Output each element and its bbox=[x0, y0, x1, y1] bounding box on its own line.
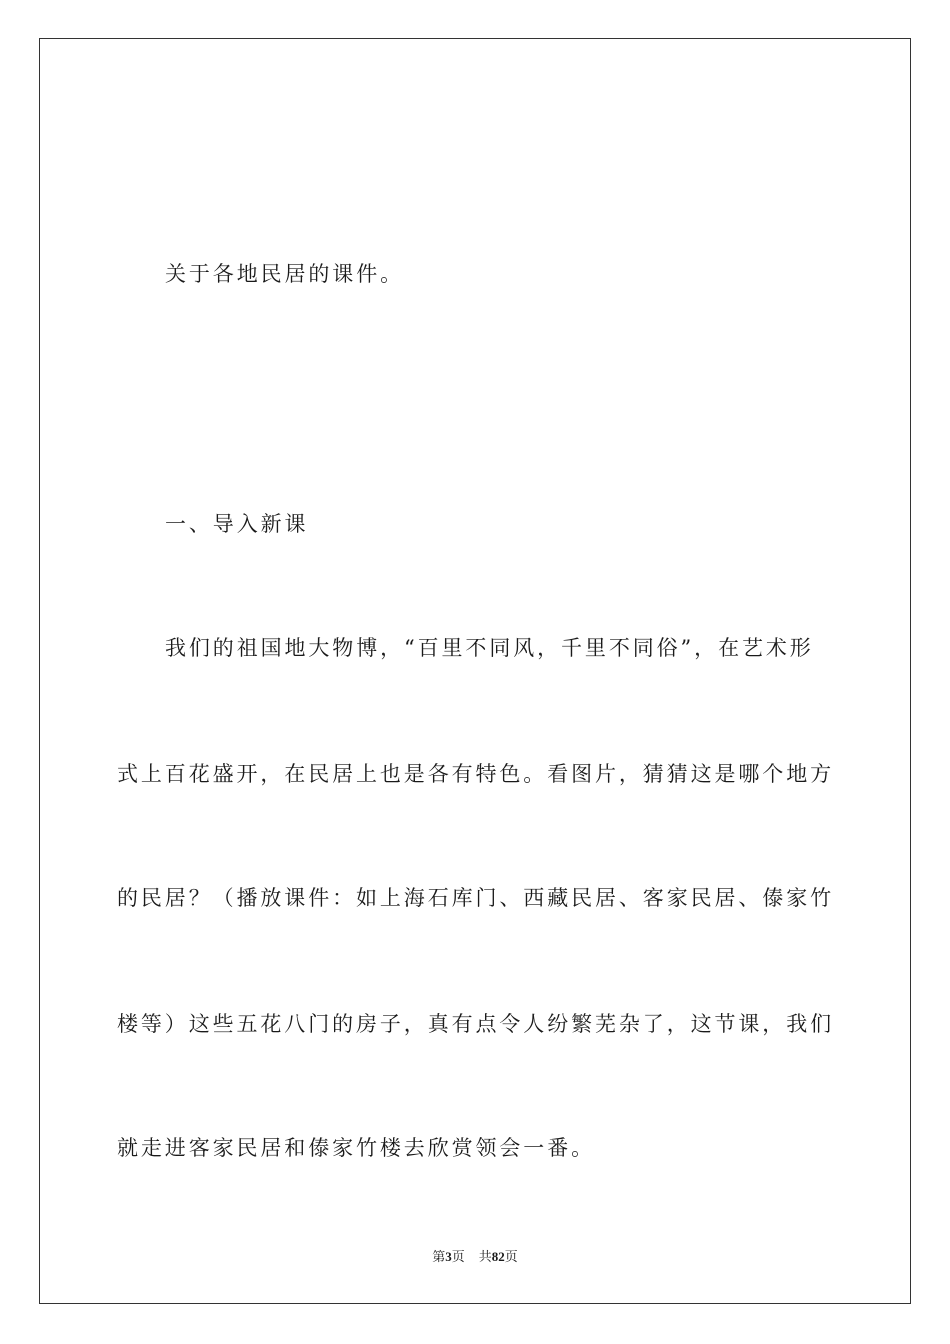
total-suffix: 页 bbox=[504, 1249, 518, 1264]
page-number: 3 bbox=[445, 1249, 452, 1264]
page-footer bbox=[0, 1248, 950, 1266]
total-prefix: 共 bbox=[478, 1249, 492, 1264]
total-pages: 82 bbox=[491, 1249, 505, 1264]
paragraph-line-2: 式上百花盛开，在民居上也是各有特色。看图片，猜猜这是哪个地方 bbox=[117, 762, 834, 786]
paragraph-line-5: 就走进客家民居和傣家竹楼去欣赏领会一番。 bbox=[117, 1136, 595, 1160]
paragraph-line-3: 的民居？（播放课件：如上海石库门、西藏民居、客家民居、傣家竹 bbox=[117, 886, 834, 910]
page-frame bbox=[39, 38, 911, 1304]
page-suffix: 页 bbox=[451, 1249, 465, 1264]
page-prefix: 第 bbox=[432, 1249, 446, 1264]
paragraph-line-1: 我们的祖国地大物博，“百里不同风，千里不同俗”，在艺术形 bbox=[165, 636, 814, 660]
intro-line: 关于各地民居的课件。 bbox=[165, 262, 404, 286]
paragraph-line-4: 楼等）这些五花八门的房子，真有点令人纷繁芜杂了，这节课，我们 bbox=[117, 1012, 834, 1036]
section-heading: 一、导入新课 bbox=[165, 512, 309, 536]
